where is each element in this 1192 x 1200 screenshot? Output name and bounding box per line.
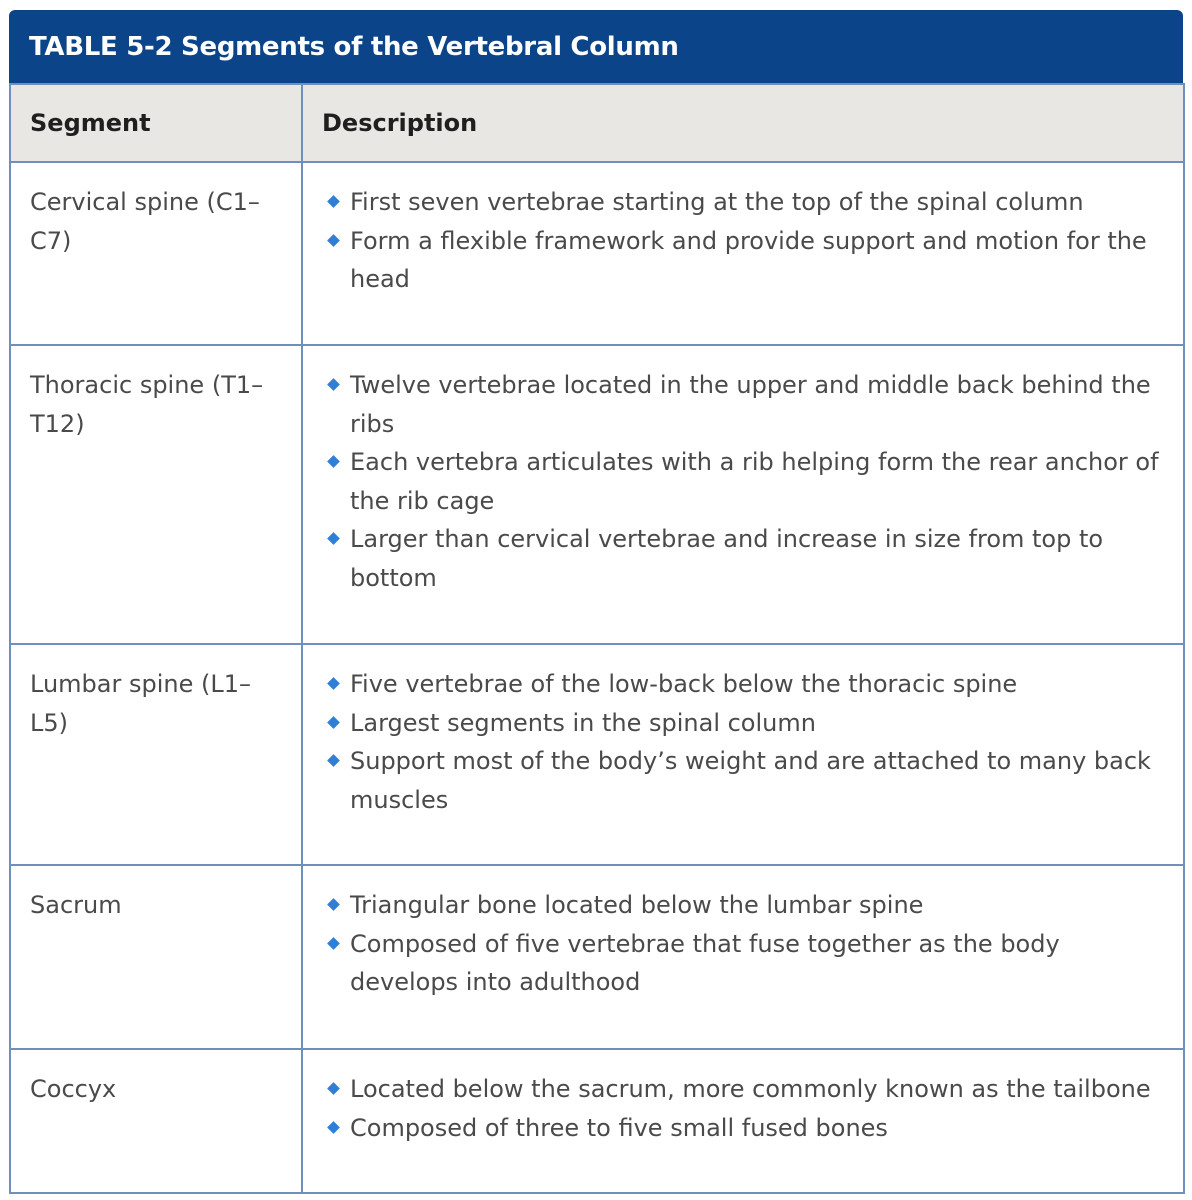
segment-cell: Thoracic spine (T1–T12) [10,345,302,644]
table-title: TABLE 5-2 Segments of the Vertebral Column [9,10,1183,83]
list-item: Five vertebrae of the low-back below the thoracic spine [325,665,1163,704]
description-cell [302,345,1184,644]
segment-cell: Cervical spine (C1–C7) [10,162,302,345]
description-cell [302,1049,1184,1193]
diamond-bullet-icon [327,195,340,208]
segment-cell: Lumbar spine (L1–L5) [10,644,302,865]
description-cell [302,644,1184,865]
diamond-bullet-icon [327,716,340,729]
vertebral-column-table [9,10,1183,1194]
list-item: Each vertebra articulates with a rib helping form the rear anchor of the rib cage [325,443,1163,520]
list-item: Largest segments in the spinal column [325,704,1163,743]
description-cell [302,865,1184,1049]
list-item: Larger than cervical vertebrae and increase in size from top to bottom [325,520,1163,597]
table-row [10,162,1184,345]
header-row [10,84,1184,162]
diamond-bullet-icon [327,754,340,767]
list-item: Located below the sacrum, more commonly known as the tailbone [325,1070,1163,1109]
diamond-bullet-icon [327,937,340,950]
diamond-bullet-icon [327,532,340,545]
column-header-segment: Segment [10,84,302,162]
diamond-bullet-icon [327,378,340,391]
table-row [10,644,1184,865]
bullet-list [325,665,1163,819]
bullet-list [325,183,1163,299]
table-row [10,1049,1184,1193]
list-item: First seven vertebrae starting at the top of the spinal column [325,183,1163,222]
segment-cell: Sacrum [10,865,302,1049]
column-header-description: Description [302,84,1184,162]
description-cell [302,162,1184,345]
diamond-bullet-icon [327,677,340,690]
list-item: Composed of three to five small fused bones [325,1109,1163,1148]
bullet-list [325,366,1163,597]
segments-table [9,83,1185,1194]
list-item: Support most of the body’s weight and are attached to many back muscles [325,742,1163,819]
bullet-list [325,886,1163,1002]
diamond-bullet-icon [327,898,340,911]
list-item: Form a flexible framework and provide support and motion for the head [325,222,1163,299]
list-item: Triangular bone located below the lumbar spine [325,886,1163,925]
list-item: Composed of five vertebrae that fuse together as the body develops into adulthood [325,925,1163,1002]
diamond-bullet-icon [327,1121,340,1134]
diamond-bullet-icon [327,455,340,468]
list-item: Twelve vertebrae located in the upper and middle back behind the ribs [325,366,1163,443]
table-row [10,865,1184,1049]
diamond-bullet-icon [327,1082,340,1095]
diamond-bullet-icon [327,234,340,247]
table-row [10,345,1184,644]
segment-cell: Coccyx [10,1049,302,1193]
bullet-list [325,1070,1163,1147]
